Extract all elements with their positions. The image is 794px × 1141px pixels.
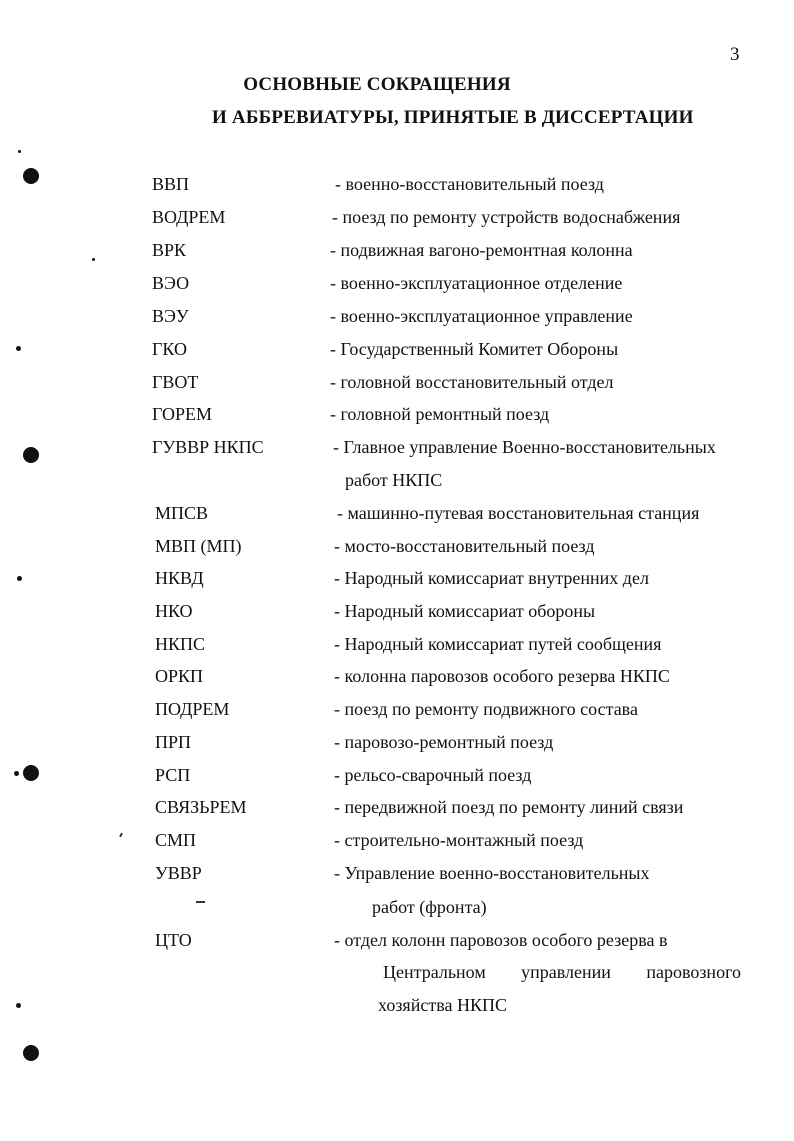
abbr-term: НКВД [155, 568, 204, 588]
punch-hole-mark [23, 765, 39, 781]
punch-hole-mark [23, 168, 39, 184]
abbr-term: НКПС [155, 634, 206, 654]
scan-speck [14, 771, 19, 776]
abbr-term: СВЯЗЬРЕМ [155, 797, 247, 817]
abbr-definition: - Управление военно-восстановительных [334, 863, 650, 883]
abbr-term: РСП [155, 765, 191, 785]
abbr-term: ПОДРЕМ [155, 699, 230, 719]
abbr-definition: - рельсо-сварочный поезд [334, 765, 532, 785]
abbr-definition: - паровозо-ремонтный поезд [334, 732, 554, 752]
abbr-definition: - колонна паровозов особого резерва НКПС [334, 666, 670, 686]
abbr-definition-continued: работ НКПС [345, 470, 443, 490]
abbr-definition-continued: Центральном управлении паровозного [383, 962, 741, 982]
abbr-term: ВОДРЕМ [152, 207, 226, 227]
abbr-term: ГКО [152, 339, 187, 359]
scan-speck [18, 150, 21, 153]
abbr-term: ВЭО [152, 273, 190, 293]
abbr-definition: - военно-эксплуатационное отделение [330, 273, 623, 293]
abbr-definition: - головной восстановительный отдел [330, 372, 614, 392]
abbr-definition: - машинно-путевая восстановительная станция [337, 503, 700, 523]
abbr-term: НКО [155, 601, 193, 621]
scan-speck [16, 346, 21, 351]
scan-speck [196, 901, 205, 903]
abbr-term: ГВОТ [152, 372, 199, 392]
abbr-term: УВВР [155, 863, 202, 883]
abbr-definition: - мосто-восстановительный поезд [334, 536, 595, 556]
abbr-term: СМП [155, 830, 197, 850]
page-title-line-1: ОСНОВНЫЕ СОКРАЩЕНИЯ [243, 74, 511, 95]
abbr-term: МВП (МП) [155, 536, 242, 556]
abbr-definition: - передвижной поезд по ремонту линий связи [334, 797, 684, 817]
abbr-definition: - Главное управление Военно-восстановительных [333, 437, 716, 457]
punch-hole-mark [23, 1045, 39, 1061]
abbr-term: МПСВ [155, 503, 209, 523]
abbr-term: ЦТО [155, 930, 192, 950]
abbr-definition: - Народный комиссариат обороны [334, 601, 596, 621]
scan-speck [16, 1003, 21, 1008]
abbr-definition: - подвижная вагоно-ремонтная колонна [330, 240, 633, 260]
scan-speck [17, 576, 22, 581]
abbr-term: ВЭУ [152, 306, 189, 326]
page-number: 3 [730, 44, 740, 65]
abbr-definition: - военно-эксплуатационное управление [330, 306, 633, 326]
abbr-term: ГУВВР НКПС [152, 437, 264, 457]
abbr-definition: - строительно-монтажный поезд [334, 830, 584, 850]
abbr-definition: - Государственный Комитет Обороны [330, 339, 619, 359]
abbr-definition: - Народный комиссариат внутренних дел [334, 568, 649, 588]
abbr-definition: - Народный комиссариат путей сообщения [334, 634, 662, 654]
abbr-definition: - отдел колонн паровозов особого резерва в [334, 930, 668, 950]
abbr-definition-continued: хозяйства НКПС [378, 995, 507, 1015]
abbr-definition: - поезд по ремонту устройств водоснабжения [332, 207, 681, 227]
abbr-definition-continued: работ (фронта) [372, 897, 487, 917]
abbr-term: ГОРЕМ [152, 404, 212, 424]
punch-hole-mark [23, 447, 39, 463]
abbr-term: ОРКП [155, 666, 204, 686]
abbr-term: ПРП [155, 732, 192, 752]
scan-speck [92, 258, 95, 261]
abbr-term: ВРК [152, 240, 187, 260]
abbr-term: ВВП [152, 174, 190, 194]
abbr-definition: - поезд по ремонту подвижного состава [334, 699, 638, 719]
scan-speck [119, 833, 123, 837]
page-title-line-2: И АББРЕВИАТУРЫ, ПРИНЯТЫЕ В ДИССЕРТАЦИИ [212, 107, 694, 128]
abbr-definition: - головной ремонтный поезд [330, 404, 550, 424]
abbr-definition: - военно-восстановительный поезд [335, 174, 604, 194]
